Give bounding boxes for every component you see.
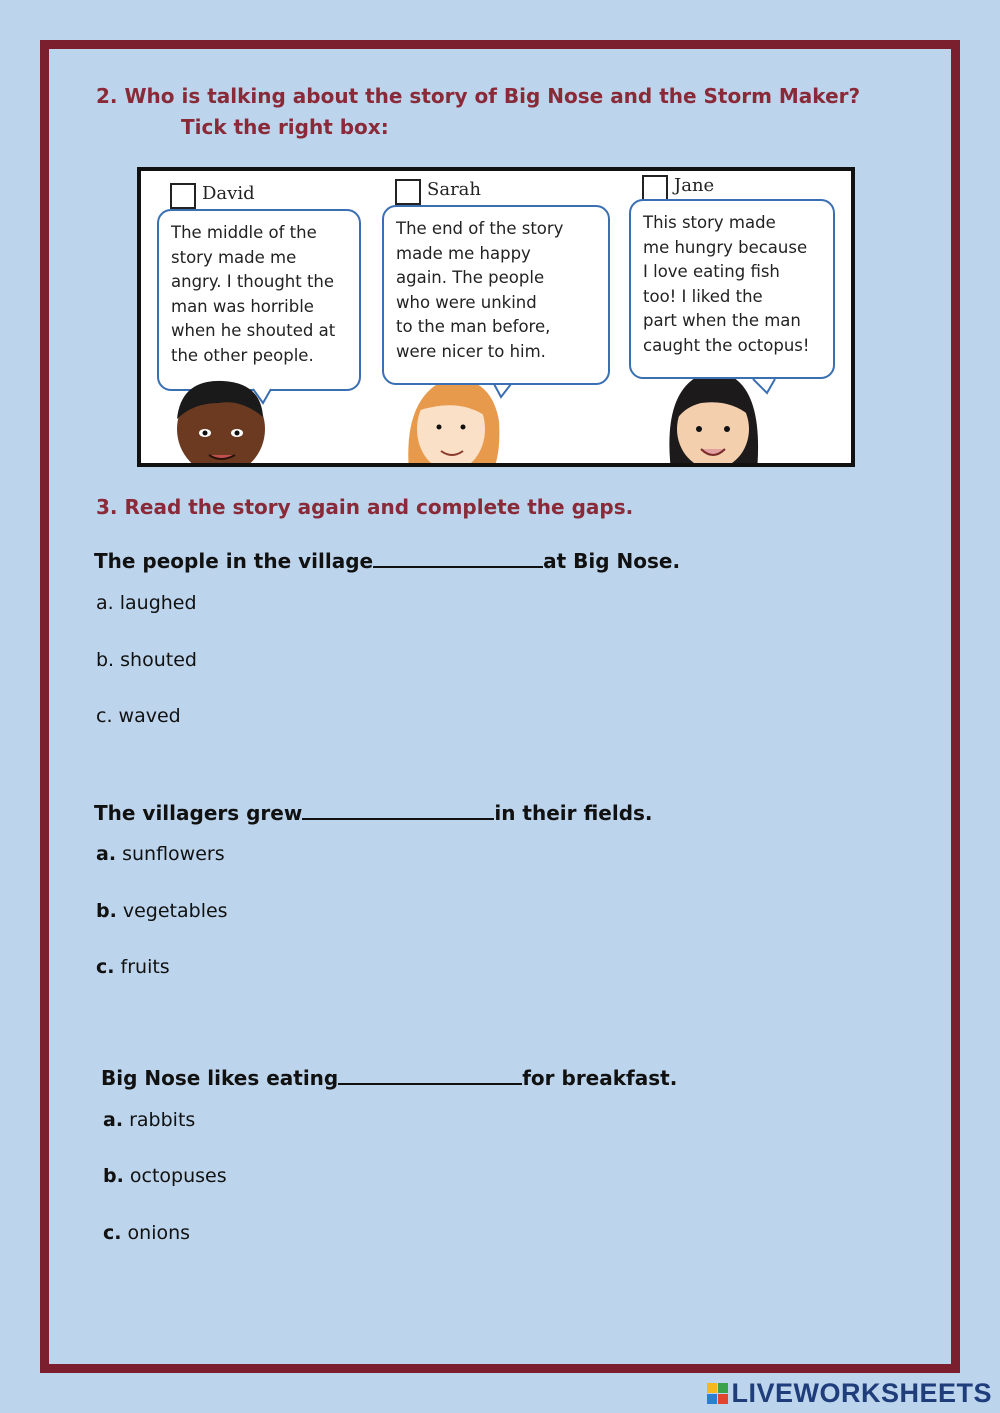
bubble-line: to the man before, xyxy=(396,317,551,336)
option-text: vegetables xyxy=(122,900,228,922)
question-2-title: 2. Who is talking about the story of Big Nose and the Storm Maker? xyxy=(96,84,861,108)
speech-comic-panel xyxy=(137,167,855,467)
bubble-line: angry. I thought the xyxy=(171,272,335,291)
option-text: sunflowers xyxy=(122,843,225,865)
bubble-line: This story made xyxy=(643,213,776,232)
liveworksheets-logo xyxy=(707,1378,992,1409)
bubble-line: who were unkind xyxy=(396,292,537,312)
option-text: fruits xyxy=(120,956,170,978)
bubble-line: were nicer to him. xyxy=(396,341,546,361)
bubble-line: man was horrible xyxy=(171,296,314,316)
option-1a[interactable] xyxy=(96,592,197,614)
sarah-speech-bubble xyxy=(382,205,610,385)
sarah-name-row xyxy=(395,179,481,205)
option-3b[interactable] xyxy=(103,1165,227,1187)
answer-gap-3[interactable] xyxy=(338,1065,522,1085)
bubble-line: The end of the story xyxy=(396,219,564,238)
option-1c[interactable] xyxy=(96,705,181,727)
bubble-line: part when the man xyxy=(643,311,801,330)
option-letter: a. xyxy=(96,592,114,614)
sentence-end: at Big Nose. xyxy=(543,549,681,573)
option-letter: b. xyxy=(96,649,115,671)
option-letter: c. xyxy=(103,1222,122,1244)
jane-bubble-tail xyxy=(753,379,775,393)
option-letter: b. xyxy=(103,1165,124,1187)
sarah-tick-box[interactable] xyxy=(395,179,421,205)
option-letter: a. xyxy=(103,1109,124,1131)
jane-name: Jane xyxy=(674,175,715,196)
sarah-bubble-tail xyxy=(494,384,511,397)
liveworksheets-icon xyxy=(707,1383,728,1404)
bubble-line: story made me xyxy=(171,247,297,267)
option-text: shouted xyxy=(120,649,197,671)
option-text: onions xyxy=(127,1222,191,1244)
bubble-line: The middle of the xyxy=(171,223,317,242)
answer-gap-1[interactable] xyxy=(373,548,543,568)
option-1b[interactable] xyxy=(96,649,197,671)
bubble-line: too! I liked the xyxy=(643,286,763,306)
option-text: octopuses xyxy=(129,1165,227,1187)
option-2b[interactable] xyxy=(96,900,228,922)
david-face-illustration xyxy=(177,381,265,467)
bubble-line: caught the octopus! xyxy=(643,335,810,355)
option-2c[interactable] xyxy=(96,956,170,978)
option-letter: c. xyxy=(96,956,115,978)
jane-speech-bubble xyxy=(629,199,835,379)
jane-tick-box[interactable] xyxy=(642,175,668,201)
sentence-start: The people in the village xyxy=(94,549,374,573)
option-text: waved xyxy=(118,705,181,727)
bubble-line: the other people. xyxy=(171,345,314,365)
option-text: rabbits xyxy=(129,1109,196,1131)
bubble-line: me hungry because xyxy=(643,237,808,257)
gap-sentence-3 xyxy=(101,1065,677,1090)
question-2-instruction: Tick the right box: xyxy=(181,115,389,139)
sarah-name: Sarah xyxy=(427,179,481,200)
option-text: laughed xyxy=(119,592,197,614)
bubble-line: I love eating fish xyxy=(643,262,780,281)
gap-sentence-1 xyxy=(94,548,680,573)
bubble-line: again. The people xyxy=(396,268,545,287)
sentence-start: The villagers grew xyxy=(94,801,303,825)
jane-face-illustration xyxy=(669,371,758,467)
answer-gap-2[interactable] xyxy=(302,800,494,820)
option-letter: c. xyxy=(96,705,113,727)
option-letter: a. xyxy=(96,843,117,865)
option-3a[interactable] xyxy=(103,1109,195,1131)
option-letter: b. xyxy=(96,900,117,922)
sentence-start: Big Nose likes eating xyxy=(101,1066,339,1090)
david-name: David xyxy=(202,183,255,204)
option-2a[interactable] xyxy=(96,843,225,865)
bubble-line: when he shouted at xyxy=(171,321,336,340)
bubble-line: made me happy xyxy=(396,243,531,263)
sentence-end: for breakfast. xyxy=(522,1066,678,1090)
jane-name-row xyxy=(642,175,714,201)
sarah-face-illustration xyxy=(408,379,499,467)
gap-sentence-2 xyxy=(94,800,653,825)
option-3c[interactable] xyxy=(103,1222,190,1244)
brand-text: LIVEWORKSHEETS xyxy=(731,1378,992,1408)
sentence-end: in their fields. xyxy=(494,801,653,825)
question-3-title: 3. Read the story again and complete the gaps. xyxy=(96,495,634,519)
